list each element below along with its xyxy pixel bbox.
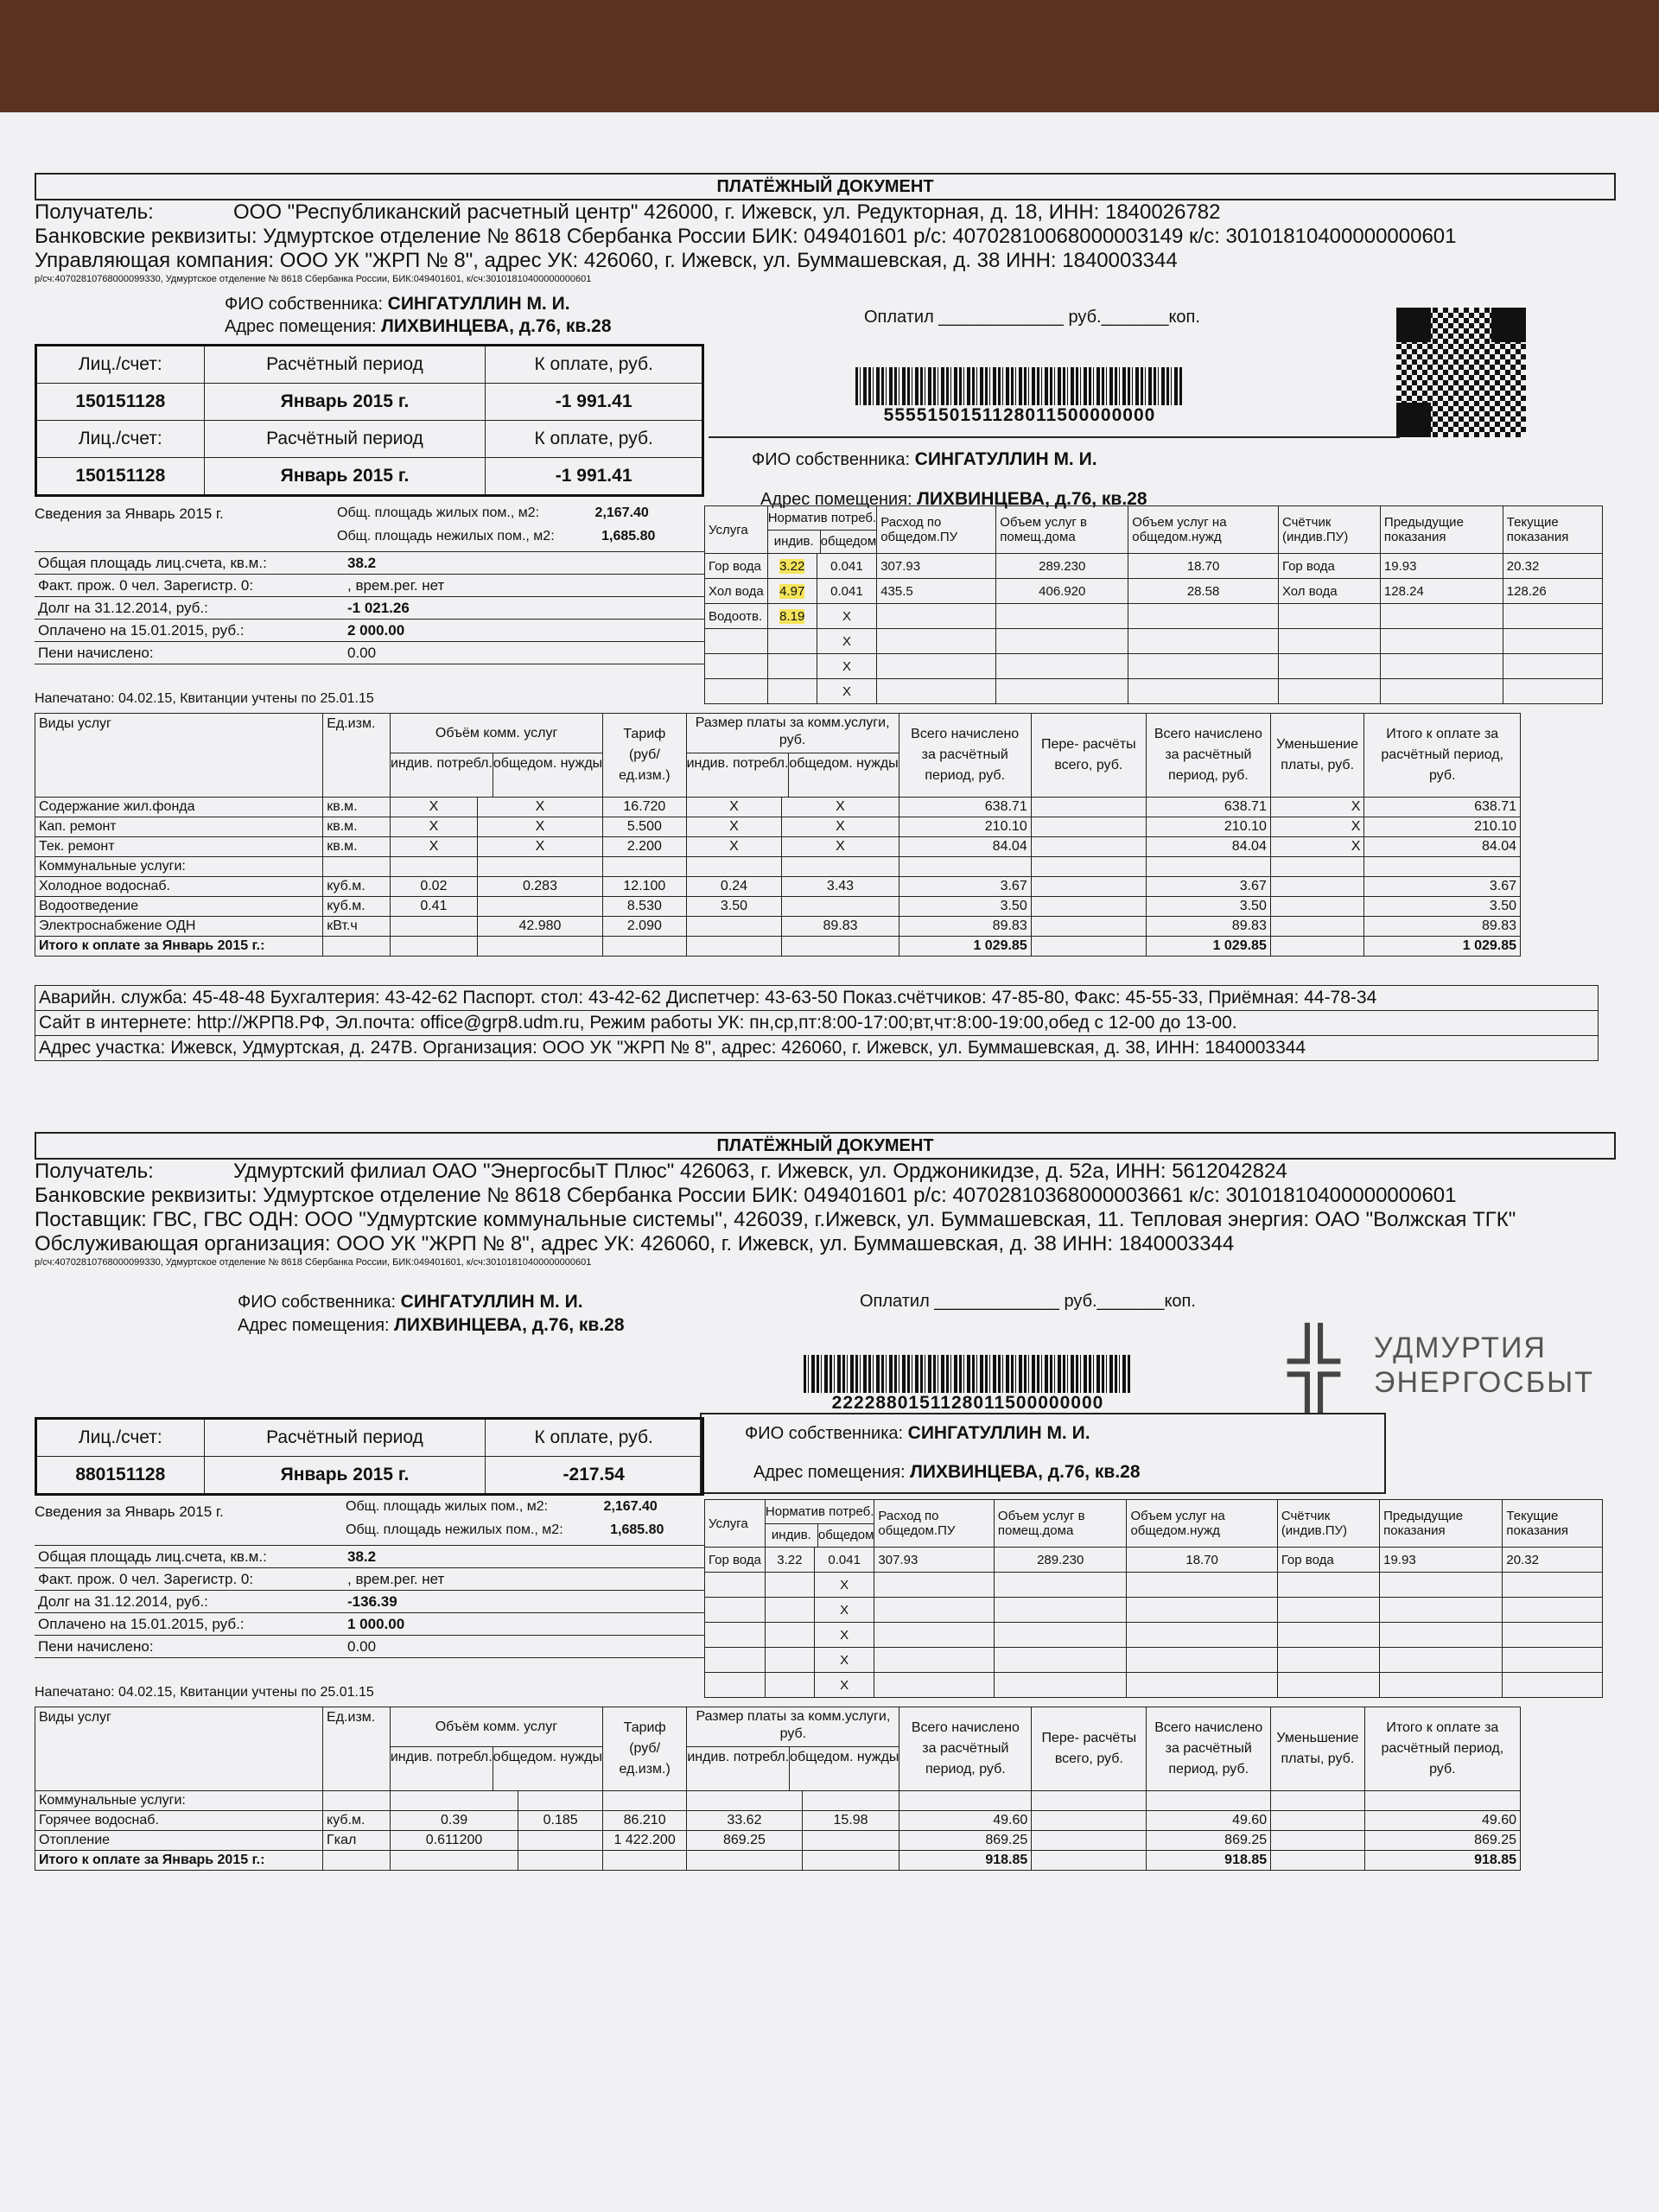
service-value-cell [1031,837,1146,857]
services-body [35,798,1521,957]
utility-row: X [705,654,1603,679]
service-value-cell [603,857,686,877]
service-name-cell: Холодное водоснаб. [35,877,323,897]
barcode-bars [855,367,1184,405]
service-value-cell: 42.980 [477,917,602,937]
bank-account-small: р/сч:40702810768000099330, Удмуртское отделение № 8618 Сбербанка России, БИК:049401601, к/сч:30101810400000000601 [35,274,592,284]
service-value-cell: X [686,817,782,837]
service-row [35,917,1521,937]
utility-row: Гор вода 3.22 0.041 307.93 289.230 18.70 Гор вода 19.93 20.32 [705,1548,1603,1573]
area-live: Общ. площадь жилых пом., м2: 2,167.40 [346,1499,658,1514]
bank-details: Банковские реквизиты: Удмуртское отделение № 8618 Сбербанка России БИК: 049401601 р/с: 40702810368000003661 к/с: 30101810400000000601 [35,1184,1457,1207]
address-line: Адрес помещения: ЛИХВИНЦЕВА, д.76, кв.28 [225,316,612,336]
period-value: Январь 2015 г. [204,1457,486,1495]
service-value-cell: 210.10 [1146,817,1270,837]
service-value-cell [518,1831,603,1851]
logo-mark-icon: ╬ [1287,1324,1340,1407]
service-value-cell: X [782,837,899,857]
supplier-line: Поставщик: ГВС, ГВС ОДН: ООО "Удмуртские коммунальные системы", 426039, г.Ижевск, ул. Буммашевская, 11. Тепловая энергия: ОАО "Волжская ТГК" [35,1208,1516,1231]
service-value-cell [323,857,391,877]
service-value-cell: Гкал [323,1831,391,1851]
service-value-cell [477,857,602,877]
services-header-row: Виды услуг Ед.изм. Объём комм. услуг индив. потребл. общедом. нужды Тариф (руб/ ед.изм.) Размер платы за комм.услуги, руб. индив. потребл. общедом. нужды Всего начислено за расчётный период, руб. Пере- расчёты всего, руб. Всего начислено за расчётный период, руб. Уменьшение платы, руб. Итого к оплате за расчётный период, руб. [35,1707,1521,1791]
service-row [35,857,1521,877]
amount-header-cell: К оплате, руб. [486,1419,703,1457]
owner-line: ФИО собственника: СИНГАТУЛЛИН М. И. [238,1292,583,1312]
services-table [35,1707,1521,1871]
printed-note: Напечатано: 04.02.15, Квитанции учтены по 25.01.15 [35,691,374,706]
service-value-cell [1270,917,1364,937]
amount-value: -1 991.41 [486,458,703,496]
account-value-row [36,458,703,496]
service-value-cell: 89.83 [1146,917,1270,937]
info-row: Общая площадь лиц.счета, кв.м.: 38.2 [35,552,705,575]
service-value-cell: 3.50 [1364,897,1521,917]
service-value-cell: 0.02 [391,877,478,897]
service-value-cell [390,1851,518,1871]
service-value-cell [802,1831,899,1851]
utility-row: Водоотв. 8.19 X [705,604,1603,629]
service-value-cell: X [686,798,782,817]
service-value-cell: 0.41 [391,897,478,917]
utility-row: X [705,1673,1603,1698]
service-value-cell: куб.м. [323,897,391,917]
period-value: Январь 2015 г. [204,384,486,421]
service-value-cell: 89.83 [1364,917,1521,937]
info-row: Пени начислено: 0.00 [35,642,705,664]
payment-document-1 [35,173,1616,1071]
account-table [35,344,704,497]
info-row: Оплачено на 15.01.2015, руб.: 2 000.00 [35,620,705,642]
service-value-cell: кв.м. [323,837,391,857]
service-value-cell [602,1791,686,1811]
service-value-cell: X [391,837,478,857]
service-value-cell [1031,857,1146,877]
contacts-row: Адрес участка: Ижевск, Удмуртская, д. 247В. Организация: ООО УК "ЖРП № 8", адрес: 426060, г. Ижевск, ул. Буммашевская, д. 38, ИНН: 1840003344 [35,1036,1599,1061]
account-header-row [36,421,703,458]
service-row [35,937,1521,957]
service-value-cell: 15.98 [802,1811,899,1831]
account-value-row [36,384,703,421]
utility-row: X [705,1573,1603,1598]
service-value-cell: X [1270,837,1364,857]
account-header-row [36,346,703,384]
service-value-cell [1364,857,1521,877]
service-org-line: Обслуживающая организация: ООО УК "ЖРП № 8", адрес УК: 426060, г. Ижевск, ул. Буммашевская, д. 38 ИНН: 1840003344 [35,1232,1235,1255]
service-value-cell [1031,937,1146,957]
recipient-line: Получатель: Удмуртский филиал ОАО "ЭнергосбыТ Плюс" 426063, г. Ижевск, ул. Орджоникидзе, д. 52а, ИНН: 5612042824 [35,1160,1287,1183]
service-value-cell: 0.611200 [390,1831,518,1851]
utility-header-row: Услуга Норматив потреб. индив. общедом Расход по общедом.ПУ Объем услуг в помещ.дома Объем услуг на общедом.нужд Счётчик (индив.ПУ) Предыдущие показания Текущие показания [705,506,1603,554]
service-value-cell [1270,857,1364,877]
info-table [35,1545,705,1658]
amount-value: -217.54 [486,1457,703,1495]
account-header-cell: Лиц./счет: [36,1419,205,1457]
service-name-cell: Содержание жил.фонда [35,798,323,817]
account-number: 880151128 [36,1457,205,1495]
service-value-cell: 49.60 [899,1811,1032,1831]
service-value-cell [323,1791,391,1811]
service-value-cell [1031,817,1146,837]
service-value-cell [1271,1831,1365,1851]
service-value-cell: 33.62 [687,1811,802,1831]
service-value-cell [1031,917,1146,937]
service-value-cell: 3.67 [899,877,1031,897]
paid-line: Оплатил _____________ руб._______коп. [860,1292,1196,1311]
info-row: Факт. прож. 0 чел. Зарегистр. 0: , врем.рег. нет [35,1568,705,1591]
utility-meter-table [704,505,1603,704]
service-value-cell [1270,897,1364,917]
info-row: Факт. прож. 0 чел. Зарегистр. 0: , врем.рег. нет [35,575,705,597]
service-value-cell: 638.71 [1146,798,1270,817]
service-value-cell [391,857,478,877]
service-value-cell: 86.210 [602,1811,686,1831]
service-value-cell [603,937,686,957]
service-value-cell: 5.500 [603,817,686,837]
service-value-cell: 0.24 [686,877,782,897]
info-row: Долг на 31.12.2014, руб.: -136.39 [35,1591,705,1613]
barcode [804,1355,1132,1414]
info-table [35,551,705,664]
service-value-cell [802,1791,899,1811]
service-value-cell: 1 422.200 [602,1831,686,1851]
service-value-cell [686,937,782,957]
area-nonlive: Общ. площадь нежилых пом., м2: 1,685.80 [346,1522,664,1537]
service-row [35,837,1521,857]
contacts-row: Сайт в интернете: http://ЖРП8.РФ, Эл.почта: office@grp8.udm.ru, Режим работы УК: пн,ср,пт:8:00-17:00;вт,чт:8:00-19:00,обед с 12-00 до 13-00. [35,1011,1599,1036]
service-value-cell: 918.85 [1147,1851,1271,1871]
amount-header-cell: К оплате, руб. [486,421,703,458]
service-value-cell [687,1791,802,1811]
account-header-cell: Лиц./счет: [36,346,205,384]
account-header-cell: Лиц./счет: [36,421,205,458]
payment-document-2 [35,1132,1616,1892]
service-value-cell: 869.25 [899,1831,1032,1851]
service-value-cell: 84.04 [899,837,1031,857]
service-name-cell: Отопление [35,1831,323,1851]
owner-box [700,1413,1386,1494]
bank-account-small: р/сч:40702810768000099330, Удмуртское отделение № 8618 Сбербанка России, БИК:049401601, к/сч:30101810400000000601 [35,1257,592,1268]
service-value-cell: 210.10 [1364,817,1521,837]
service-value-cell [477,897,602,917]
owner-line: ФИО собственника: СИНГАТУЛЛИН М. И. [225,294,570,314]
paid-line: Оплатил _____________ руб._______коп. [864,308,1200,327]
service-value-cell [390,1791,518,1811]
service-value-cell: X [782,817,899,837]
service-value-cell: 918.85 [899,1851,1032,1871]
divider [709,436,1400,438]
service-value-cell: X [477,798,602,817]
service-value-cell: 49.60 [1364,1811,1520,1831]
document-title: ПЛАТЁЖНЫЙ ДОКУМЕНТ [35,1132,1616,1160]
service-value-cell: 89.83 [782,917,899,937]
service-value-cell: 8.530 [603,897,686,917]
period-header-cell: Расчётный период [204,1419,486,1457]
service-value-cell: X [1270,798,1364,817]
service-value-cell [1032,1791,1147,1811]
service-value-cell: 16.720 [603,798,686,817]
service-value-cell [1270,937,1364,957]
address-line-right: Адрес помещения: ЛИХВИНЦЕВА, д.76, кв.28 [760,489,1147,509]
service-value-cell [1271,1811,1365,1831]
address-line-right: Адрес помещения: ЛИХВИНЦЕВА, д.76, кв.28 [753,1462,1141,1482]
service-value-cell: X [686,837,782,857]
account-table [35,1417,704,1496]
service-value-cell [323,937,391,957]
service-name-cell: Итого к оплате за Январь 2015 г.: [35,937,323,957]
utility-row: X [705,629,1603,654]
service-value-cell: 869.25 [1147,1831,1271,1851]
service-row [35,1811,1521,1831]
service-value-cell: 918.85 [1364,1851,1520,1871]
barcode [855,367,1184,426]
info-title: Сведения за Январь 2015 г. [35,1503,224,1520]
service-row [35,798,1521,817]
service-row [35,817,1521,837]
service-row [35,1851,1521,1871]
management-company: Управляющая компания: ООО УК "ЖРП № 8", адрес УК: 426060, г. Ижевск, ул. Буммашевская, д. 38 ИНН: 1840003344 [35,249,1178,272]
owner-line-right: ФИО собственника: СИНГАТУЛЛИН М. И. [752,449,1097,469]
utility-row: X [705,1648,1603,1673]
service-value-cell: 2.200 [603,837,686,857]
service-name-cell: Электроснабжение ОДН [35,917,323,937]
owner-line-right: ФИО собственника: СИНГАТУЛЛИН М. И. [745,1423,1090,1443]
area-live: Общ. площадь жилых пом., м2: 2,167.40 [337,505,649,520]
service-value-cell: 2.090 [603,917,686,937]
service-value-cell: куб.м. [323,877,391,897]
service-value-cell [687,1851,802,1871]
service-value-cell: 84.04 [1146,837,1270,857]
service-value-cell: 1 029.85 [899,937,1031,957]
service-value-cell [1364,1791,1520,1811]
service-value-cell: 3.50 [899,897,1031,917]
service-value-cell [1270,877,1364,897]
service-value-cell: 210.10 [899,817,1031,837]
service-value-cell: X [391,798,478,817]
service-value-cell: 49.60 [1147,1811,1271,1831]
utility-row: Гор вода 3.22 0.041 307.93 289.230 18.70 Гор вода 19.93 20.32 [705,554,1603,579]
bank-details: Банковские реквизиты: Удмуртское отделение № 8618 Сбербанка России БИК: 049401601 р/с: 40702810068000003149 к/с: 30101810400000000601 [35,225,1457,248]
service-name-cell: Коммунальные услуги: [35,1791,323,1811]
service-name-cell: Коммунальные услуги: [35,857,323,877]
service-value-cell [782,857,899,877]
service-value-cell [1146,857,1270,877]
service-value-cell [802,1851,899,1871]
period-header-cell: Расчётный период [204,346,486,384]
service-value-cell: 3.67 [1364,877,1521,897]
service-value-cell [391,937,478,957]
area-nonlive: Общ. площадь нежилых пом., м2: 1,685.80 [337,529,656,543]
contacts-table [35,985,1599,1061]
energosbyt-logo [1287,1322,1595,1417]
service-value-cell: 1 029.85 [1146,937,1270,957]
service-value-cell [1032,1831,1147,1851]
account-header-row [36,1419,703,1457]
service-value-cell [1147,1791,1271,1811]
service-value-cell: 3.50 [686,897,782,917]
service-value-cell [477,937,602,957]
service-value-cell: 3.50 [1146,897,1270,917]
service-value-cell [899,857,1031,877]
service-value-cell: кВт.ч [323,917,391,937]
qr-code [1391,302,1531,442]
service-value-cell: 869.25 [1364,1831,1520,1851]
service-value-cell [391,917,478,937]
barcode-number: 5555150151128011500000000 [883,405,1156,425]
service-value-cell: 0.185 [518,1811,603,1831]
service-value-cell [1032,1851,1147,1871]
logo-text: УДМУРТИЯ ЭНЕРГОСБЫТ [1374,1332,1595,1399]
service-value-cell: X [477,817,602,837]
service-row [35,1791,1521,1811]
utility-header-row: Услуга Норматив потреб. индив. общедом Расход по общедом.ПУ Объем услуг в помещ.дома Объем услуг на общедом.нужд Счётчик (индив.ПУ) Предыдущие показания Текущие показания [705,1500,1603,1548]
service-value-cell: X [477,837,602,857]
period-header-cell: Расчётный период [204,421,486,458]
service-row [35,877,1521,897]
service-value-cell [323,1851,391,1871]
barcode-number: 2222880151128011500000000 [831,1393,1104,1413]
service-value-cell: 3.67 [1146,877,1270,897]
service-value-cell: 3.43 [782,877,899,897]
printed-note: Напечатано: 04.02.15, Квитанции учтены по 25.01.15 [35,1685,374,1700]
service-value-cell: 0.39 [390,1811,518,1831]
service-value-cell [1031,877,1146,897]
info-row: Оплачено на 15.01.2015, руб.: 1 000.00 [35,1613,705,1636]
amount-header-cell: К оплате, руб. [486,346,703,384]
service-value-cell: 84.04 [1364,837,1521,857]
service-name-cell: Тек. ремонт [35,837,323,857]
service-value-cell [1271,1791,1365,1811]
info-row: Пени начислено: 0.00 [35,1636,705,1658]
utility-row: X [705,679,1603,704]
account-value-row [36,1457,703,1495]
amount-value: -1 991.41 [486,384,703,421]
service-row [35,1831,1521,1851]
period-value: Январь 2015 г. [204,458,486,496]
info-title: Сведения за Январь 2015 г. [35,505,224,522]
service-value-cell: кв.м. [323,798,391,817]
service-value-cell [686,917,782,937]
service-value-cell [782,937,899,957]
services-body [35,1791,1521,1871]
document-title: ПЛАТЁЖНЫЙ ДОКУМЕНТ [35,173,1616,200]
service-value-cell: 869.25 [687,1831,802,1851]
recipient-line: Получатель: ООО "Республиканский расчетный центр" 426000, г. Ижевск, ул. Редукторная, д. 18, ИНН: 1840026782 [35,200,1221,224]
service-name-cell: Водоотведение [35,897,323,917]
utility-row: X [705,1623,1603,1648]
service-value-cell [686,857,782,877]
address-line: Адрес помещения: ЛИХВИНЦЕВА, д.76, кв.28 [238,1315,625,1335]
service-value-cell: 89.83 [899,917,1031,937]
account-number: 150151128 [36,384,205,421]
service-value-cell: X [391,817,478,837]
utility-row: Хол вода 4.97 0.041 435.5 406.920 28.58 Хол вода 128.24 128.26 [705,579,1603,604]
service-value-cell [1271,1851,1365,1871]
service-value-cell: 1 029.85 [1364,937,1521,957]
service-value-cell: X [1270,817,1364,837]
utility-meter-table [704,1499,1603,1698]
account-number: 150151128 [36,458,205,496]
service-value-cell [1032,1811,1147,1831]
service-value-cell [602,1851,686,1871]
service-name-cell: Кап. ремонт [35,817,323,837]
service-value-cell: X [782,798,899,817]
service-value-cell [518,1791,603,1811]
service-value-cell [518,1851,603,1871]
utility-row: X [705,1598,1603,1623]
service-name-cell: Итого к оплате за Январь 2015 г.: [35,1851,323,1871]
info-row: Общая площадь лиц.счета, кв.м.: 38.2 [35,1546,705,1568]
service-value-cell: 638.71 [899,798,1031,817]
service-value-cell: 12.100 [603,877,686,897]
info-row: Долг на 31.12.2014, руб.: -1 021.26 [35,597,705,620]
service-row [35,897,1521,917]
service-value-cell: 638.71 [1364,798,1521,817]
service-value-cell: куб.м. [323,1811,391,1831]
service-value-cell: кв.м. [323,817,391,837]
barcode-bars [804,1355,1132,1393]
service-name-cell: Горячее водоснаб. [35,1811,323,1831]
service-value-cell [1031,897,1146,917]
service-value-cell: 0.283 [477,877,602,897]
service-value-cell [899,1791,1032,1811]
service-value-cell [782,897,899,917]
services-header-row: Виды услуг Ед.изм. Объём комм. услуг индив. потребл. общедом. нужды Тариф (руб/ ед.изм.) Размер платы за комм.услуги, руб. индив. потребл. общедом. нужды Всего начислено за расчётный период, руб. Пере- расчёты всего, руб. Всего начислено за расчётный период, руб. Уменьшение платы, руб. Итого к оплате за расчётный период, руб. [35,714,1521,798]
service-value-cell [1031,798,1146,817]
services-table [35,713,1521,957]
contacts-row: Аварийн. служба: 45-48-48 Бухгалтерия: 43-42-62 Паспорт. стол: 43-42-62 Диспетчер: 43-63-50 Показ.счётчиков: 47-85-80, Факс: 45-55-33, Приёмная: 44-78-34 [35,986,1599,1011]
